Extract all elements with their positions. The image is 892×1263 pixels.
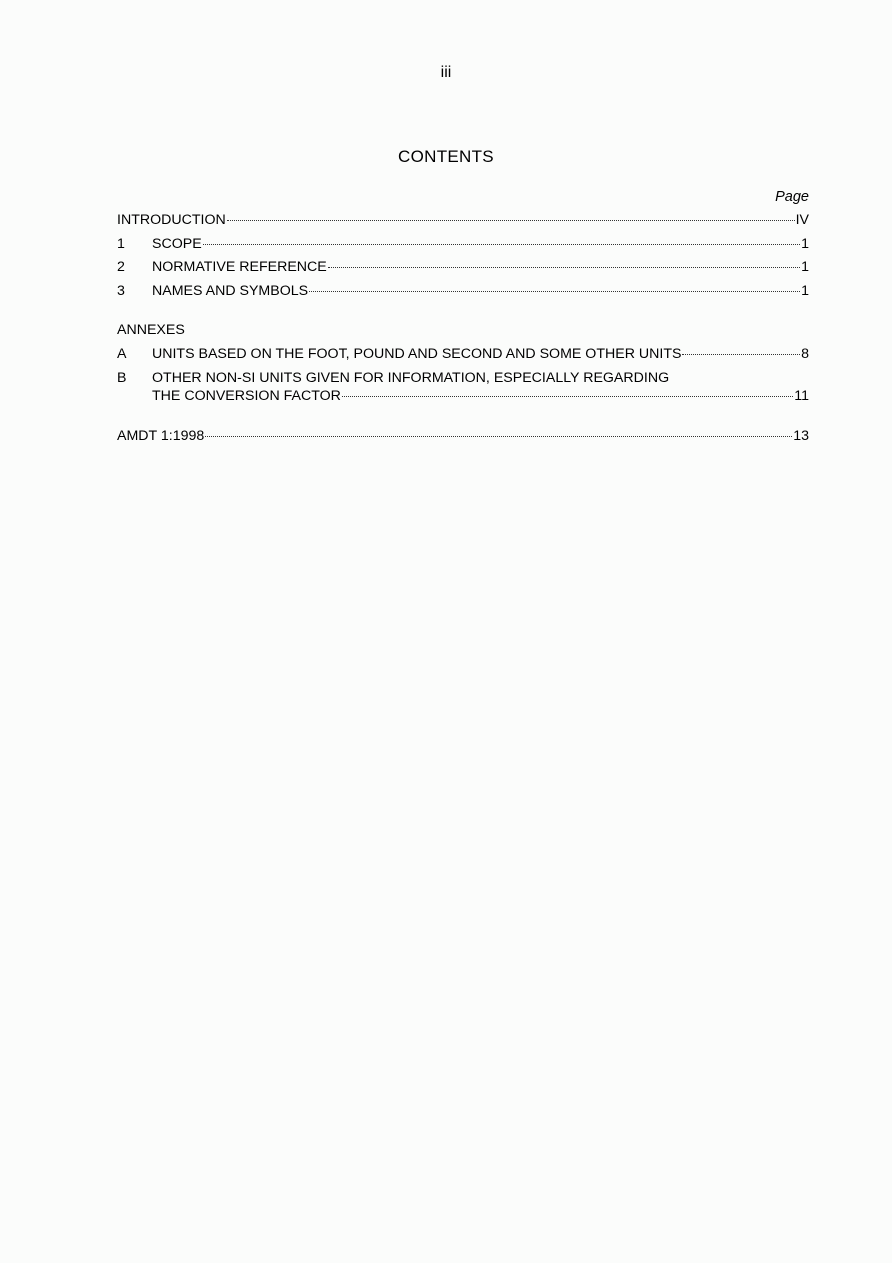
dot-leader (328, 267, 800, 268)
toc-entry-scope (117, 235, 809, 253)
toc-entry-title: OTHER NON-SI UNITS GIVEN FOR INFORMATION, ESPECIALLY REGARDING (152, 370, 670, 386)
toc-entry-title: NORMATIVE REFERENCE (152, 259, 327, 275)
toc-entry-number: 1 (117, 236, 125, 252)
toc-entry-number: B (117, 370, 127, 386)
toc-entry-title: UNITS BASED ON THE FOOT, POUND AND SECOND AND SOME OTHER UNITS (152, 346, 682, 362)
dot-leader (342, 396, 793, 397)
toc-entry-annex-a (117, 345, 809, 363)
toc-entry-number: 3 (117, 283, 125, 299)
toc-entry-page: 13 (793, 428, 809, 444)
toc-entry-page: 1 (801, 283, 809, 299)
toc-entry-page: IV (795, 212, 809, 228)
toc-entry-page: 1 (801, 236, 809, 252)
toc-entry-page: 1 (801, 259, 809, 275)
page-number: iii (440, 64, 452, 81)
toc-entry-page: 8 (801, 346, 809, 362)
toc-entry-title-continued: THE CONVERSION FACTOR (152, 388, 341, 404)
toc-entry-introduction (117, 211, 809, 229)
dot-leader (203, 244, 800, 245)
dot-leader (309, 291, 800, 292)
toc-entry-title: AMDT 1:1998 (117, 428, 205, 444)
toc-entry-normative-reference (117, 258, 809, 276)
annexes-label: ANNEXES (117, 322, 185, 338)
toc-entry-annex-b-first-line (117, 369, 669, 387)
toc-entry-page: 11 (794, 388, 809, 404)
dot-leader (227, 220, 795, 221)
toc-entry-annex-b-second-line (117, 387, 809, 405)
page-column-label: Page (775, 189, 809, 205)
dot-leader (205, 436, 792, 437)
dot-leader (682, 354, 800, 355)
toc-entry-names-and-symbols (117, 282, 809, 300)
contents-heading: CONTENTS (398, 147, 494, 166)
toc-entry-title: NAMES AND SYMBOLS (152, 283, 309, 299)
toc-entry-amendment (117, 427, 809, 445)
toc-entry-title: INTRODUCTION (117, 212, 226, 228)
toc-entry-title: SCOPE (152, 236, 202, 252)
toc-entry-number: 2 (117, 259, 125, 275)
toc-entry-number: A (117, 346, 127, 362)
